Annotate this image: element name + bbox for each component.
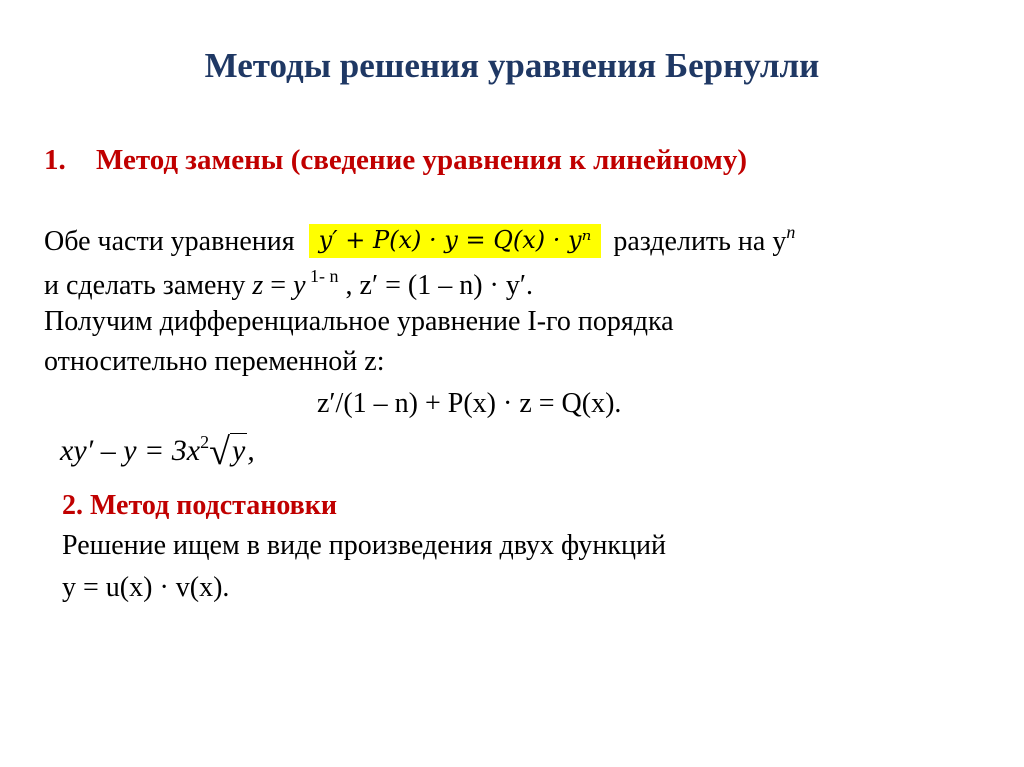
method1-number: 1. [44,144,66,176]
method1-line2 [44,266,533,302]
bernoulli-equation-highlight: y′ + P(x) · y = Q(x) · yⁿ [309,224,602,258]
method1-heading-text: Метод замены (сведение уравнения к линейному) [96,144,747,176]
example-equation [60,430,255,474]
sqrt-icon: √ [209,431,230,473]
method1-line4: относительно переменной z: [44,346,385,377]
method2-line1: Решение ищем в виде произведения двух функций [62,530,666,561]
line2-rest: , z′ = (1 – n) · y′. [338,270,533,301]
example-left: xy′ – y = 3x [60,434,201,467]
result-formula: z′/(1 – n) + P(x) · z = Q(x). [317,388,622,419]
example-end: , [247,434,255,467]
method1-heading [44,144,747,177]
line2-eq: = [263,270,294,301]
example-radicand: y [231,434,246,467]
line2-exponent: 1- n [305,266,339,286]
method1-line3: Получим дифференциальное уравнение I-го порядка [44,306,674,337]
line2-z: z [252,270,264,301]
method2-heading: 2. Метод подстановки [62,490,338,521]
method1-line1 [44,222,795,258]
example-exponent: 2 [200,432,210,452]
line1-prefix: Обе части уравнения [44,226,295,257]
line2-y: y [293,270,306,301]
slide-title: Методы решения уравнения Бернулли [204,46,820,85]
method2-line2: y = u(x) · v(x). [62,572,230,603]
line1-suffix-exponent: n [786,222,796,242]
line1-suffix: разделить на y [613,226,787,257]
line2-prefix: и сделать замену [44,270,253,301]
